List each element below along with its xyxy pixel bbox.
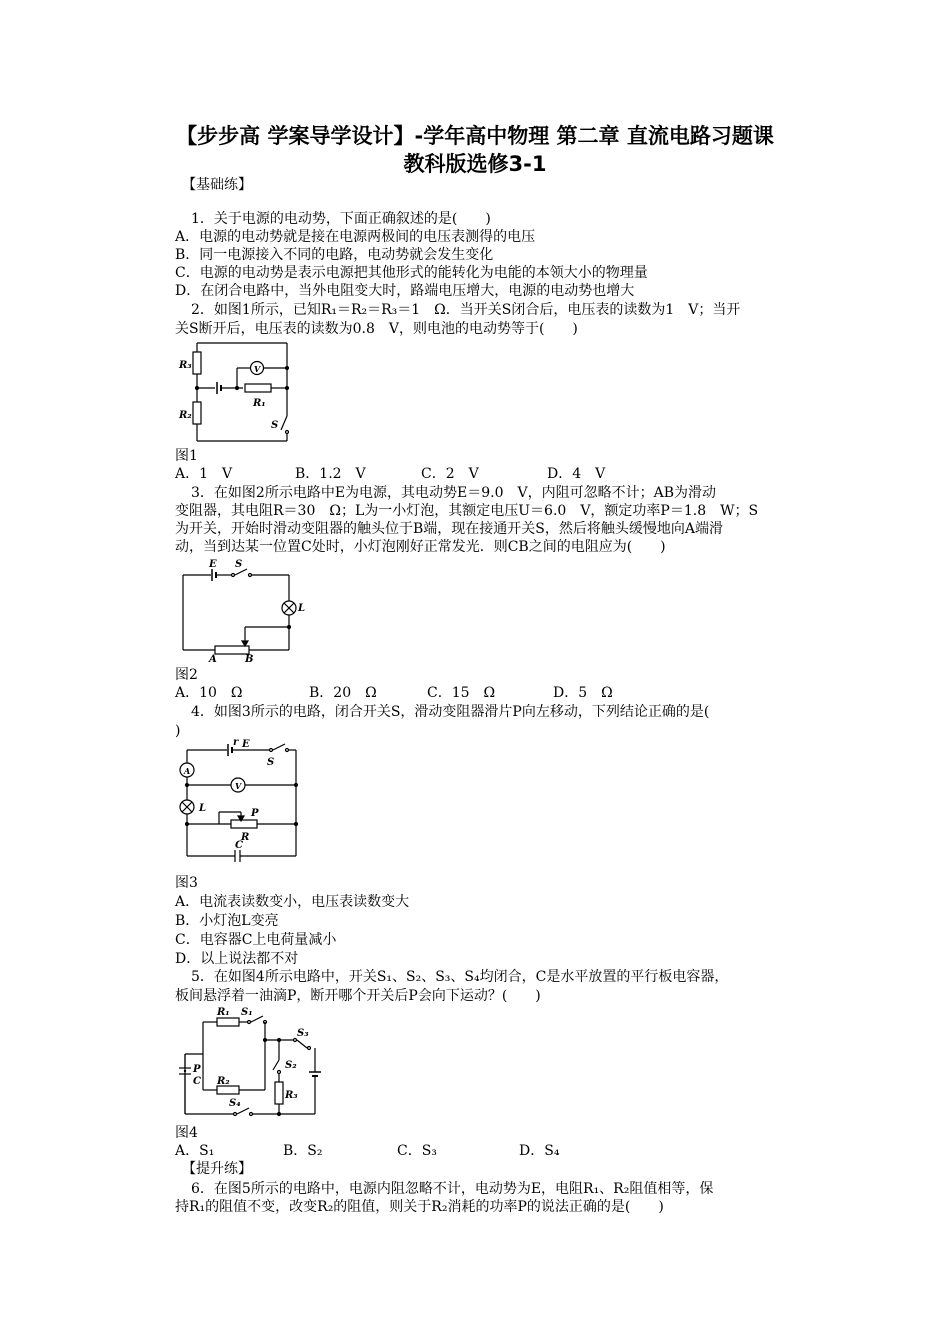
q1-option-a: A．电源的电动势就是接在电源两极间的电压表测得的电压	[175, 229, 536, 245]
figure-2-caption: 图2	[175, 667, 198, 683]
rheostat-r	[231, 820, 257, 828]
label-a: A	[184, 766, 191, 776]
label-r: r	[233, 738, 239, 748]
q6-stem-line1: 6．在图5所示的电路中，电源内阻忽略不计，电动势为E，电阻R₁、R₂阻值相等，保	[191, 1181, 714, 1197]
q2-option-b: B．1.2 V	[295, 466, 366, 482]
label-r1: R₁	[217, 1007, 230, 1018]
q4-option-d: D．以上说法都不对	[175, 951, 299, 967]
document-title-line1: 【步步高 学案导学设计】-学年高中物理 第二章 直流电路习题课	[176, 124, 774, 148]
oil-drop	[184, 1070, 186, 1072]
label-s3: S₃	[297, 1028, 309, 1039]
label-s: S	[235, 559, 243, 570]
label-r3: R₃	[179, 360, 192, 371]
label-s2: S₂	[285, 1060, 297, 1071]
label-e: E	[242, 739, 250, 750]
q4-stem-line1: 4．如图3所示的电路，闭合开关S，滑动变阻器滑片P向左移动，下列结论正确的是(	[191, 704, 710, 720]
q3-options	[175, 684, 613, 702]
q5-stem-line1: 5．在如图4所示电路中，开关S₁、S₂、S₃、S₄均闭合，C是水平放置的平行板电容器，	[191, 969, 729, 985]
label-v: V	[254, 364, 261, 374]
q2-stem-line1: 2．如图1所示，已知R₁＝R₂＝R₃＝1 Ω．当开关S闭合后，电压表的读数为1 V；当开	[191, 302, 741, 318]
label-c: C	[193, 1076, 201, 1087]
r1-resistor	[245, 384, 271, 392]
label-r2: R₂	[179, 410, 192, 421]
r3-resistor	[193, 352, 201, 374]
q5-option-a: A．S₁	[175, 1143, 215, 1159]
label-p: P	[193, 1064, 201, 1075]
figure-3-circuit	[175, 738, 305, 864]
label-c: C	[235, 840, 243, 851]
label-e: E	[209, 559, 217, 570]
label-v: V	[235, 781, 242, 791]
q2-option-a: A．1 V	[175, 466, 233, 482]
figure-4-caption: 图4	[175, 1125, 198, 1141]
figure-3-caption: 图3	[175, 875, 198, 891]
r2-resistor	[217, 1086, 239, 1094]
figure-1-caption: 图1	[175, 448, 198, 464]
label-a: A	[209, 654, 217, 665]
figure-2-circuit	[175, 557, 310, 665]
label-l: L	[298, 603, 306, 614]
label-r2: R₂	[217, 1076, 230, 1087]
label-rr: R	[241, 832, 250, 843]
q2-options	[175, 465, 605, 483]
q2-option-c: C．2 V	[421, 466, 479, 482]
label-r1: R₁	[253, 398, 266, 409]
q5-stem-line2: 板间悬浮着一油滴P，断开哪个开关后P会向下运动？( )	[175, 988, 541, 1004]
r2-resistor	[193, 402, 201, 424]
q3-option-a: A．10 Ω	[175, 685, 243, 701]
q1-option-d: D．在闭合电路中，当外电阻变大时，路端电压增大，电源的电动势也增大	[175, 283, 635, 299]
section-advanced: 【提升练】	[182, 1161, 252, 1177]
q5-options	[175, 1142, 559, 1160]
q3-stem-line4: 动，当到达某一位置C处时，小灯泡刚好正常发光．则CB之间的电阻应为( )	[175, 539, 666, 555]
q3-option-c: C．15 Ω	[427, 685, 496, 701]
q4-option-c: C．电容器C上电荷量减小	[175, 932, 337, 948]
q6-stem-line2: 持R₁的阻值不变，改变R₂的阻值，则关于R₂消耗的功率P的说法正确的是( )	[175, 1199, 664, 1215]
figure-4-circuit	[175, 1004, 325, 1122]
q2-option-d: D．4 V	[547, 466, 606, 482]
label-b: B	[245, 654, 254, 665]
q4-option-b: B．小灯泡L变亮	[175, 913, 279, 929]
label-s4: S₄	[229, 1098, 241, 1109]
label-l: L	[199, 803, 207, 814]
rheostat-ab	[215, 646, 249, 654]
q1-option-c: C．电源的电动势是表示电源把其他形式的能转化为电能的本领大小的物理量	[175, 265, 648, 281]
q5-option-d: D．S₄	[519, 1143, 560, 1159]
q1-stem: 1．关于电源的电动势，下面正确叙述的是( )	[191, 211, 491, 227]
q4-option-a: A．电流表读数变小，电压表读数变大	[175, 894, 410, 910]
q4-stem-line2: )	[175, 723, 181, 739]
q3-stem-line2: 变阻器，其电阻R＝30 Ω；L为一小灯泡，其额定电压U＝6.0 V，额定功率P＝1.8 W；S	[175, 503, 759, 519]
q1-option-b: B．同一电源接入不同的电路，电动势就会发生变化	[175, 247, 494, 263]
q3-option-d: D．5 Ω	[553, 685, 613, 701]
label-s: S	[267, 757, 275, 768]
document-title-line2: 教科版选修3-1	[403, 152, 547, 176]
label-s: S	[271, 420, 279, 431]
figure-1-circuit	[175, 338, 295, 446]
label-r3: R₃	[285, 1090, 298, 1101]
section-basic: 【基础练】	[182, 177, 252, 193]
q2-stem-line2: 关S断开后，电压表的读数为0.8 V，则电池的电动势等于( )	[175, 321, 578, 337]
r1-resistor	[217, 1018, 239, 1026]
q5-option-c: C．S₃	[397, 1143, 437, 1159]
label-p: P	[251, 808, 259, 819]
r3-resistor	[275, 1082, 283, 1104]
label-s1: S₁	[241, 1007, 253, 1018]
q5-option-b: B．S₂	[283, 1143, 323, 1159]
q3-stem-line1: 3．在如图2所示电路中E为电源，其电动势E＝9.0 V，内阻可忽略不计；AB为滑动	[191, 485, 717, 501]
q3-stem-line3: 为开关，开始时滑动变阻器的触头位于B端，现在接通开关S，然后将触头缓慢地向A端滑	[175, 521, 723, 537]
q3-option-b: B．20 Ω	[309, 685, 377, 701]
